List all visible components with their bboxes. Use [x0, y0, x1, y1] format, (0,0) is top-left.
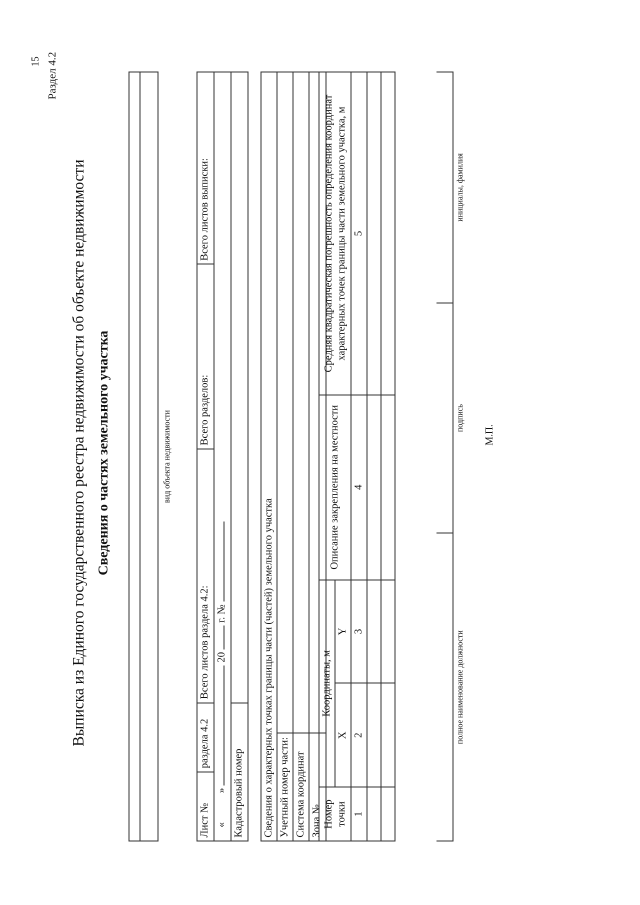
page-number: 15 — [30, 56, 41, 66]
year-prefix: 20 — [216, 651, 227, 662]
object-type-field — [128, 71, 158, 841]
char-points-label: Сведения о характерных точках границы части (частей) земельного участка — [261, 72, 277, 841]
col-num-1: 1 — [351, 787, 367, 841]
document-subtitle: Сведения о частях земельного участка — [96, 330, 111, 575]
date-row — [214, 72, 231, 841]
name-field — [436, 72, 453, 303]
col-num-5: 5 — [351, 72, 367, 395]
total-sections-label: Всего разделов: — [197, 264, 214, 449]
table-row — [367, 72, 381, 841]
sign-caption: подпись — [453, 302, 471, 533]
header-table — [196, 71, 248, 841]
col-coords-header: Координаты, м — [319, 579, 335, 787]
col-error-header: Средняя квадратическая погрешность определения координат характерных точек границы части земельного участка, м — [319, 72, 351, 395]
section-ref-label: раздела 4.2 — [197, 702, 214, 771]
total-sheets-label: Всего листов выписки: — [197, 72, 214, 264]
section-label: Раздел 4.2 — [46, 51, 58, 99]
position-field — [436, 533, 453, 841]
signature-table — [436, 71, 470, 841]
sign-field — [436, 302, 453, 533]
col-num-3: 3 — [351, 579, 367, 683]
col-y-header: Y — [335, 579, 351, 683]
points-table — [318, 71, 395, 841]
year-suffix: г. № — [216, 603, 227, 623]
document-title: Выписка из Единого государственного реестра недвижимости об объекте недвижимости — [70, 159, 87, 746]
col-point-header: Номер точки — [319, 787, 351, 841]
coord-system-value — [293, 72, 309, 733]
meta-table — [260, 71, 326, 841]
object-type-caption: вид объекта недвижимости — [162, 409, 171, 503]
part-number-value — [277, 72, 293, 733]
coord-system-label: Система координат — [293, 733, 309, 841]
date-close-quote: » — [216, 787, 227, 793]
date-open-quote: « — [216, 821, 227, 827]
table-row — [381, 72, 395, 841]
part-number-label: Учетный номер части: — [277, 733, 293, 841]
col-x-header: X — [335, 683, 351, 787]
cadastral-number-label: Кадастровый номер — [231, 702, 248, 840]
sheet-no-label: Лист № — [197, 771, 214, 840]
position-caption: полное наименование должности — [453, 533, 471, 841]
col-num-2: 2 — [351, 683, 367, 787]
sheets-in-section-label: Всего листов раздела 4.2: — [197, 448, 214, 702]
col-num-4: 4 — [351, 395, 367, 580]
name-caption: инициалы, фамилия — [453, 72, 471, 303]
zone-label: Зона № — [309, 733, 325, 841]
cadastral-number-value — [231, 72, 248, 703]
col-desc-header: Описание закрепления на местности — [319, 395, 351, 580]
stamp-label: М.П. — [484, 423, 495, 445]
